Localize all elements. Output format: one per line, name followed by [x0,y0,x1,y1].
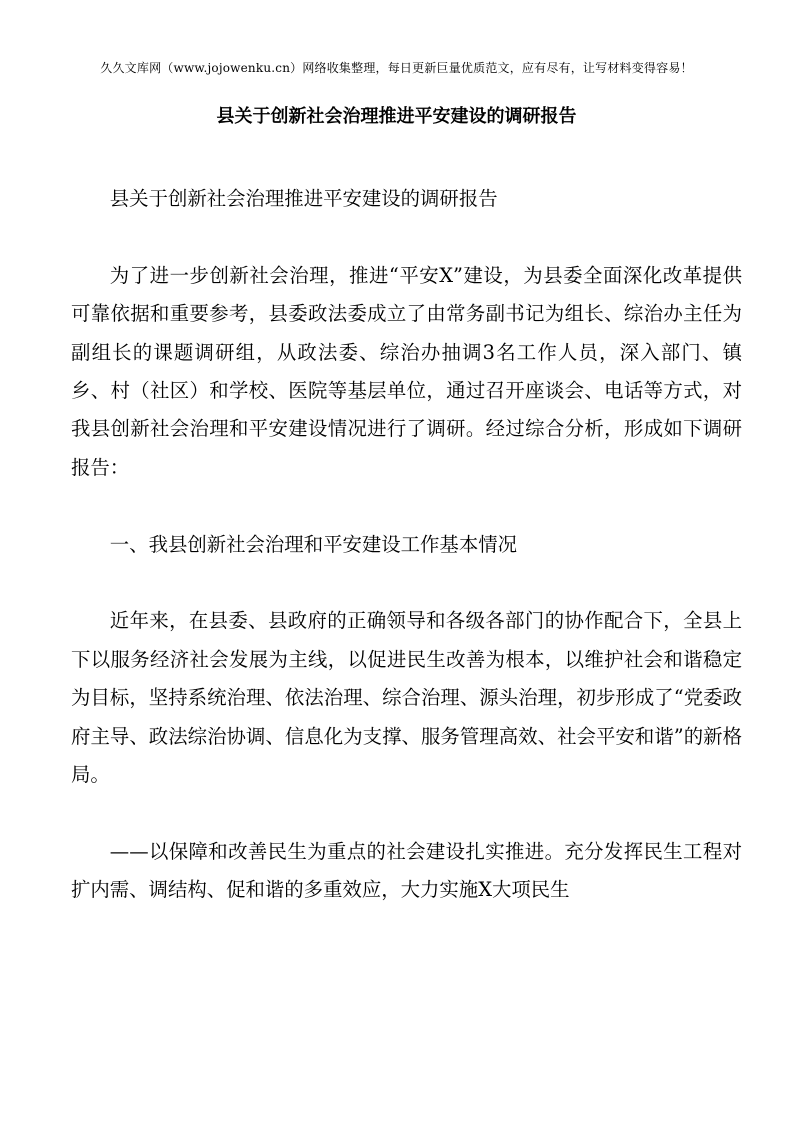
paragraph-livelihood: ——以保障和改善民生为重点的社会建设扎实推进。充分发挥民生工程对扩内需、调结构、促和谐的多重效应，大力实施X大项民生 [71,839,742,902]
paragraph-spacer [71,794,742,832]
document-body [71,180,742,910]
document-title: 县关于创新社会治理推进平安建设的调研报告 [216,106,577,127]
paragraph-spacer [71,564,742,602]
paragraph-overview: 近年来，在县委、县政府的正确领导和各级各部门的协作配合下，全县上下以服务经济社会发展为主线，以促进民生改善为根本，以维护社会和谐稳定为目标，坚持系统治理、依法治理、综合治理、源头治理，初步形成了“党委政府主导、政法综治协调、信息化为支撑、服务管理高效、社会平安和谐”的新格局。 [71,609,742,787]
paragraph-spacer [71,218,742,256]
header-note: 久久文库网（www.jojowenku.cn）网络收集整理，每日更新巨量优质范文，应有尽有，让写材料变得容易！ [100,61,693,75]
section-heading: 一、我县创新社会治理和平安建设工作基本情况 [109,532,517,556]
paragraph-subtitle: 县关于创新社会治理推进平安建设的调研报告 [109,187,498,210]
paragraph-intro: 为了进一步创新社会治理，推进“平安X”建设，为县委全面深化改革提供可靠依据和重要参考，县委政法委成立了由常务副书记为组长、综治办主任为副组长的课题调研组，从政法委、综治办抽调3名工作人员，深入部门、镇乡、村（社区）和学校、医院等基层单位，通过召开座谈会、电话等方式，对我县创新社会治理和平安建设情况进行了调研。经过综合分析，形成如下调研报告： [71,263,742,479]
paragraph-spacer [71,487,742,525]
